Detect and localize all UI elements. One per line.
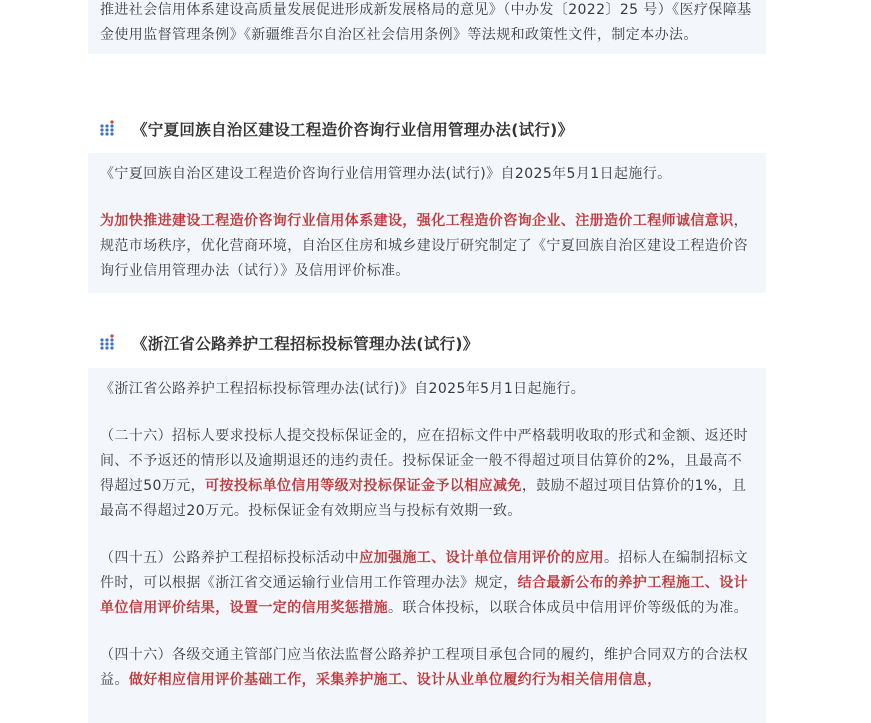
zhejiang-paragraph-1: 《浙江省公路养护工程招标投标管理办法(试行)》自2025年5月1日起施行。 <box>100 381 586 397</box>
zhejiang-paragraph-4 <box>100 643 754 693</box>
zhejiang-paragraph-3 <box>100 546 754 621</box>
ningxia-paragraph-2 <box>100 209 754 284</box>
zhejiang-p2-text-a: （二十六）招标人要求投标人提交投标保证金的，应在招标文件中严格载明收取的形式和金额、返还时间、不予返还的情形以及逾期退还的违约责任。投标保证金一般不得超过项目估算价的2%，且最高不得超过50万元， <box>100 428 748 494</box>
section-zhejiang-box <box>88 368 766 723</box>
zhejiang-p3-highlight-1: 应加强施工、设计单位信用评价的应用 <box>359 550 605 566</box>
ningxia-paragraph-1: 《宁夏回族自治区建设工程造价咨询行业信用管理办法(试行)》自2025年5月1日起施行。 <box>100 166 672 182</box>
zhejiang-paragraph-2 <box>100 424 754 524</box>
zhejiang-p4-highlight: 做好相应信用评价基础工作，采集养护施工、设计从业单位履约行为相关信用信息， <box>128 672 662 688</box>
section-title: 《浙江省公路养护工程招标投标管理办法(试行)》 <box>132 335 479 353</box>
zhejiang-p3-highlight-2: 结合最新公布的养护工程施工、设计单位信用评价结果，设置一定的信用奖惩措施 <box>100 575 749 616</box>
ningxia-highlight: 为加快推进建设工程造价咨询行业信用体系建设，强化工程造价咨询企业、注册造价工程师诚信意识 <box>100 213 734 229</box>
dots-icon <box>100 334 118 352</box>
section-title: 《宁夏回族自治区建设工程造价咨询行业信用管理办法(试行)》 <box>132 121 574 139</box>
zhejiang-p2-text-b: ，鼓励不超过项目估算价的1%，且最高不得超过20万元。投标保证金有效期应当与投标有效期一致。 <box>100 478 747 519</box>
section-heading-zhejiang <box>100 331 479 355</box>
dots-icon <box>100 120 118 138</box>
zhejiang-p3-text-b: 。招标人在编制招标文件时，可以根据《浙江省交通运输行业信用工作管理办法》规定， <box>100 550 749 591</box>
zhejiang-p3-text-a: （四十五）公路养护工程招标投标活动中 <box>100 550 360 566</box>
section-heading-ningxia <box>100 117 573 141</box>
section-top-paragraph: 推进社会信用体系建设高质量发展促进形成新发展格局的意见》（中办发〔2022〕25 号）《医疗保障基金使用监督管理条例》《新疆维吾尔自治区社会信用条例》等法规和政策性文件，制定本办法。 <box>100 2 752 43</box>
ningxia-text: ，规范市场秩序，优化营商环境，自治区住房和城乡建设厅研究制定了《宁夏回族自治区建设工程造价咨询行业信用管理办法（试行）》及信用评价标准。 <box>100 213 749 279</box>
zhejiang-p4-text-a: （四十六）各级交通主管部门应当依法监督公路养护工程项目承包合同的履约，维护合同双方的合法权益。 <box>100 647 748 688</box>
section-top-box <box>88 0 766 54</box>
zhejiang-p3-text-c: 。联合体投标，以联合体成员中信用评价等级低的为准。 <box>388 600 748 616</box>
section-ningxia-box <box>88 153 766 293</box>
zhejiang-p2-highlight: 可按投标单位信用等级对投标保证金予以相应减免 <box>205 478 522 494</box>
